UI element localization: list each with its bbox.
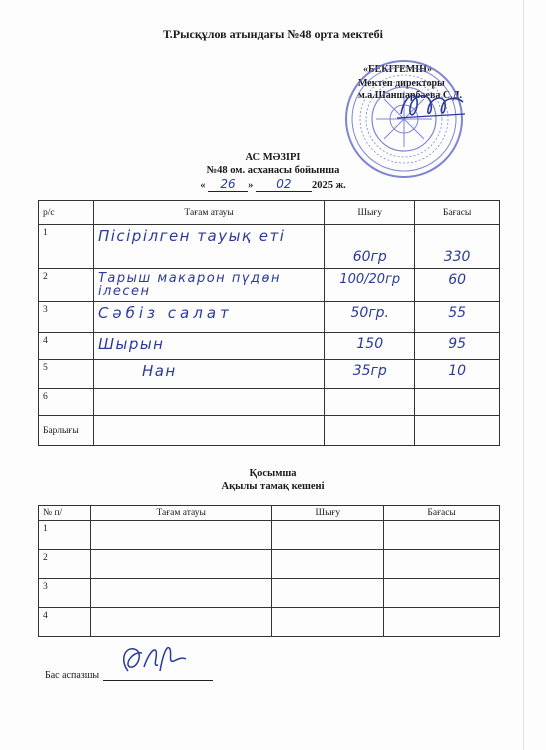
dish-yield: 100/20гр [339, 272, 401, 287]
cook-signature-icon [118, 641, 188, 677]
row-number: 3 [39, 302, 94, 333]
menu-date [0, 177, 546, 192]
dish-yield: 35гр [352, 363, 387, 379]
table-row [39, 333, 500, 360]
table-row [39, 608, 500, 637]
dish-price: 95 [448, 336, 467, 352]
price-cell [415, 225, 500, 269]
price-cell [415, 389, 500, 416]
approval-name: м.а.Шаншарбаева С.Д. [358, 90, 462, 101]
dish-cell [93, 225, 324, 269]
header-yield: Шығу [325, 201, 415, 225]
header-price: Бағасы [384, 506, 500, 521]
total-label: Барлығы [39, 416, 94, 446]
dish-cell [93, 302, 324, 333]
header-row-number: р/с [39, 201, 94, 225]
row-number: 4 [39, 333, 94, 360]
header-price: Бағасы [415, 201, 500, 225]
row-number: 4 [39, 608, 91, 637]
price-cell [415, 360, 500, 389]
dish-cell [93, 269, 324, 302]
appendix-title: Қосымша [249, 468, 297, 479]
yield-cell [325, 302, 415, 333]
dish-name: Сәбіз салат [97, 304, 233, 322]
table-row [39, 225, 500, 269]
table-row [39, 269, 500, 302]
yield-cell [272, 550, 384, 579]
paid-menu-table [38, 505, 500, 637]
appendix-heading [0, 467, 546, 493]
row-number: 5 [39, 360, 94, 389]
price-cell [415, 302, 500, 333]
dish-price: 60 [448, 272, 467, 288]
total-row [39, 416, 500, 446]
price-cell [415, 269, 500, 302]
row-number: 2 [39, 550, 91, 579]
dish-cell [90, 579, 272, 608]
table-row [39, 360, 500, 389]
yield-cell [272, 579, 384, 608]
header-dish-name: Тағам атауы [93, 201, 324, 225]
menu-subtitle: №48 ом. асханасы бойынша [206, 165, 340, 176]
menu-title: АС МӘЗІРІ [245, 152, 301, 163]
table-row [39, 389, 500, 416]
school-title: Т.Рысқұлов атындағы №48 орта мектебі [163, 27, 383, 41]
dish-cell [90, 608, 272, 637]
dish-name: Пісірілген тауық еті [97, 227, 286, 245]
row-number: 2 [39, 269, 94, 302]
price-cell [415, 333, 500, 360]
yield-cell [325, 269, 415, 302]
dish-cell [90, 550, 272, 579]
table-row [39, 579, 500, 608]
approval-status: «БЕКІТЕМІН» [363, 64, 432, 75]
date-close-quote: » [248, 180, 254, 191]
total-dish-cell [93, 416, 324, 446]
dish-price: 10 [448, 363, 467, 379]
date-open-quote: « [200, 180, 206, 191]
yield-cell [325, 333, 415, 360]
dish-yield: 50гр. [350, 305, 390, 321]
table-row [39, 550, 500, 579]
dish-price: 330 [443, 249, 471, 265]
dish-yield: 150 [356, 336, 384, 352]
row-number: 6 [39, 389, 94, 416]
total-yield-cell [325, 416, 415, 446]
dish-yield: 60гр [352, 249, 387, 265]
table-row [39, 521, 500, 550]
dish-name: Нан [141, 362, 177, 380]
yield-cell [272, 608, 384, 637]
appendix-subtitle: Ақылы тамақ кешені [221, 481, 325, 492]
yield-cell [325, 360, 415, 389]
price-cell [384, 550, 500, 579]
dish-name: Шырын [97, 335, 165, 353]
price-cell [384, 579, 500, 608]
row-number: 1 [39, 225, 94, 269]
cook-label: Бас аспазшы [45, 670, 100, 681]
row-number: 3 [39, 579, 91, 608]
price-cell [384, 521, 500, 550]
date-day: 26 [220, 177, 236, 191]
table-row [39, 302, 500, 333]
row-number: 1 [39, 521, 91, 550]
dish-cell [93, 333, 324, 360]
dish-name: Тарыш макарон пүдөн ілесен [97, 271, 281, 299]
dish-cell [90, 521, 272, 550]
dish-cell [93, 389, 324, 416]
dish-cell [93, 360, 324, 389]
yield-cell [325, 389, 415, 416]
menu-table [38, 200, 500, 446]
yield-cell [272, 521, 384, 550]
total-price-cell [415, 416, 500, 446]
date-year: 2025 ж. [311, 180, 346, 191]
date-month: 02 [276, 177, 292, 191]
yield-cell [325, 225, 415, 269]
menu-heading [0, 151, 546, 177]
dish-price: 55 [448, 305, 467, 321]
header-dish-name: Тағам атауы [90, 506, 272, 521]
header-row-number: № п/ [39, 506, 91, 521]
price-cell [384, 608, 500, 637]
director-signature-icon [395, 84, 467, 126]
approval-position: Мектеп директоры [358, 78, 445, 89]
header-yield: Шығу [272, 506, 384, 521]
page-edge [523, 0, 524, 750]
